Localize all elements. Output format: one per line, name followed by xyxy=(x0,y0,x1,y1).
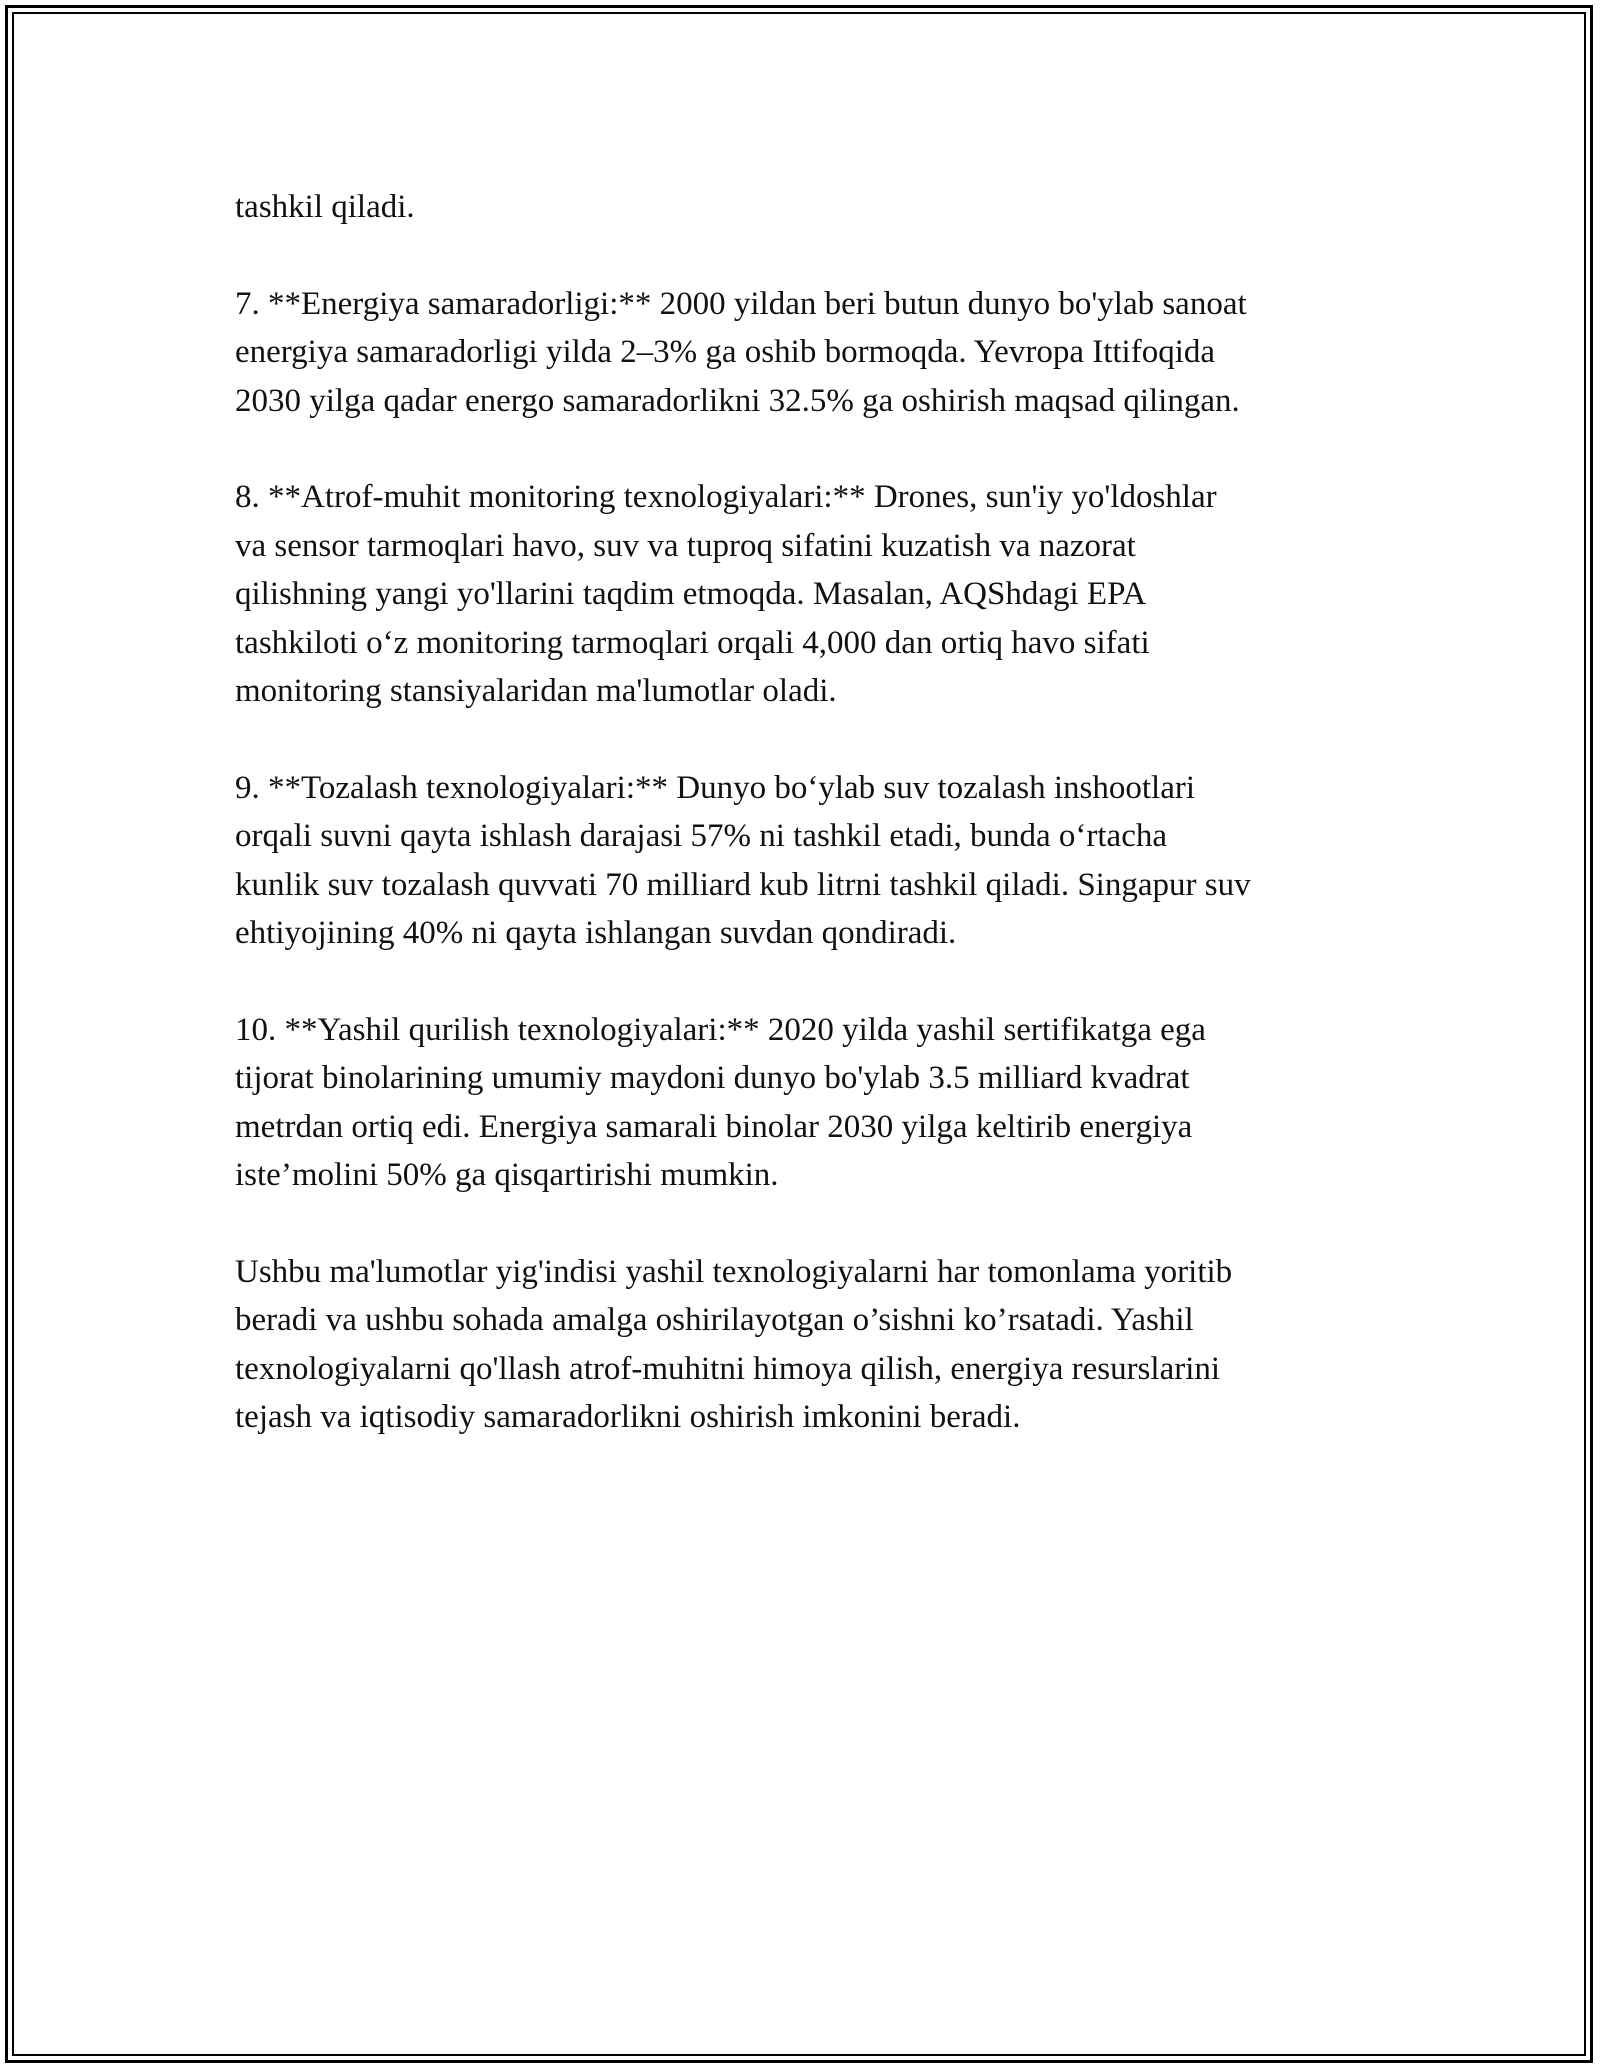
paragraph-purification-tech: 9. **Tozalash texnologiyalari:** Dunyo bo‘ylab suv tozalash inshootlari orqali suvni qayta ishlash darajasi 57% ni tashkil etadi, bunda o‘rtacha kunlik suv tozalash quvvati 70 milliard kub litrni tashkil qiladi. Singapur suv ehtiyojining 40% ni qayta ishlangan suvdan qondiradi. xyxy=(235,769,1251,951)
document-body xyxy=(235,183,1375,1490)
paragraph-continuation: tashkil qiladi. xyxy=(235,189,415,225)
paragraph-green-building: 10. **Yashil qurilish texnologiyalari:** 2020 yilda yashil sertifikatga ega tijorat binolarining umumiy maydoni dunyo bo'ylab 3.5 milliard kvadrat metrdan ortiq edi. Energiya samarali binolar 2030 yilga keltirib energiya iste’molini 50% ga qisqartirishi mumkin. xyxy=(235,1011,1206,1193)
paragraph-energy-efficiency: 7. **Energiya samaradorligi:** 2000 yildan beri butun dunyo bo'ylab sanoat energiya samaradorligi yilda 2–3% ga oshib bormoqda. Yevropa Ittifoqida 2030 yilga qadar energo samaradorlikni 32.5% ga oshirish maqsad qilingan. xyxy=(235,285,1247,419)
paragraph-environmental-monitoring: 8. **Atrof-muhit monitoring texnologiyalari:** Drones, sun'iy yo'ldoshlar va sensor tarmoqlari havo, suv va tuproq sifatini kuzatish va nazorat qilishning yangi yo'llarini taqdim etmoqda. Masalan, AQShdagi EPA tashkiloti o‘z monitoring tarmoqlari orqali 4,000 dan ortiq havo sifati monitoring stansiyalaridan ma'lumotlar oladi. xyxy=(235,479,1217,709)
paragraph-conclusion: Ushbu ma'lumotlar yig'indisi yashil texnologiyalarni har tomonlama yoritib beradi va ushbu sohada amalga oshirilayotgan o’sishni ko’rsatadi. Yashil texnologiyalarni qo'llash atrof-muhitni himoya qilish, energiya resurslarini tejash va iqtisodiy samaradorlikni oshirish imkonini beradi. xyxy=(235,1253,1233,1435)
